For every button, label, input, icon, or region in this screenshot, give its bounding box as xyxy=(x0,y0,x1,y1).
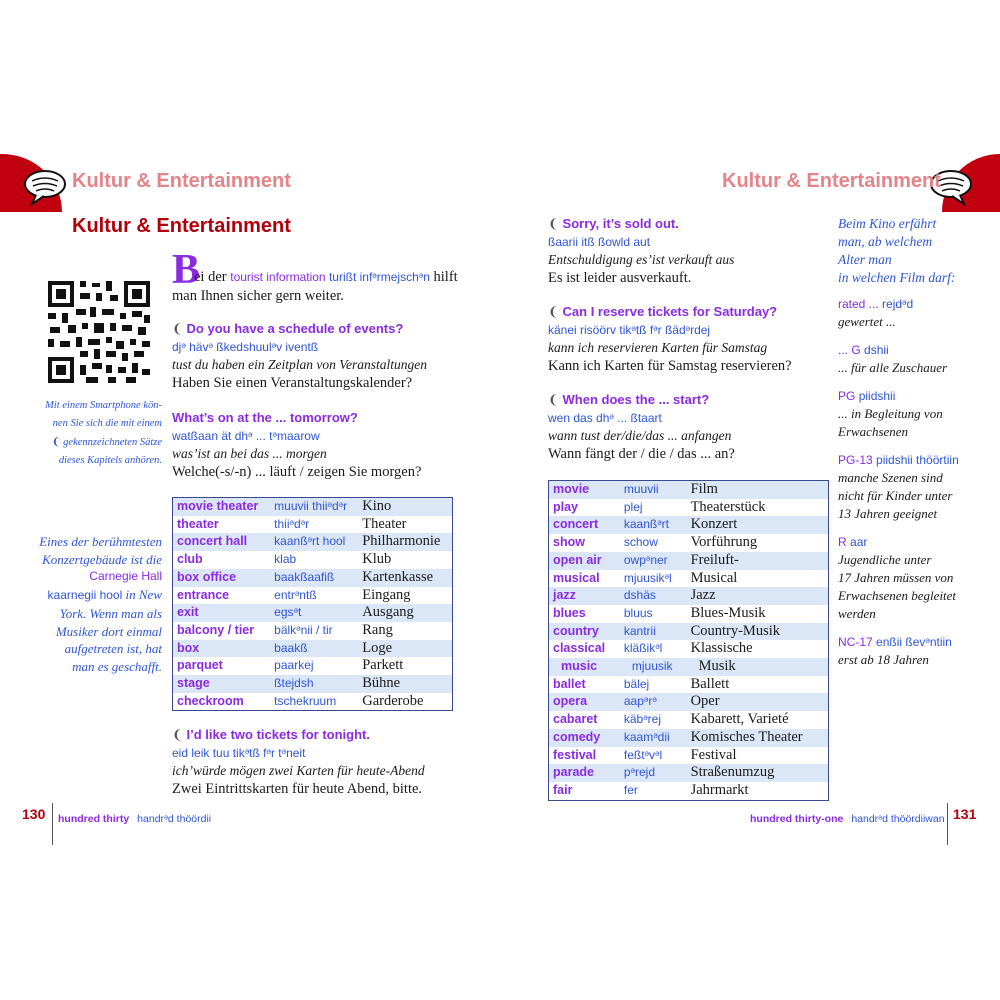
vocab-german: Straßenumzug xyxy=(687,764,829,782)
phrase-german: Kann ich Karten für Samstag reservieren? xyxy=(548,358,792,374)
intro-term: tourist information xyxy=(230,270,326,284)
phrase-pronunciation: eid leik tuu tikᵊtß fᵊr tᵊneit xyxy=(172,746,306,760)
rating-description: 17 Jahren müssen von xyxy=(838,570,954,585)
phrase-block xyxy=(548,391,735,463)
vocab-english: comedy xyxy=(549,729,620,747)
vocab-row xyxy=(549,481,829,499)
header-title: Kultur & Entertainment xyxy=(722,170,941,192)
vocab-english: balcony / tier xyxy=(173,622,271,640)
vocab-row xyxy=(549,658,829,676)
rating-pronunciation: rejdᵊd xyxy=(882,297,914,311)
vocab-pronunciation: mjuusikᵊl xyxy=(620,570,687,588)
vocab-row xyxy=(549,782,829,800)
vocab-row xyxy=(549,570,829,588)
vocab-pronunciation: fer xyxy=(620,782,687,800)
vocab-row xyxy=(549,747,829,765)
phrase-german: Wann fängt der / die / das ... an? xyxy=(548,446,735,462)
rating-description: Erwachsenen xyxy=(838,424,909,439)
phrase-english: What’s on at the ... tomorrow? xyxy=(172,410,358,425)
carnegie-note: Eines der berühmtesten Konzertgebäude ist die Carnegie Hall kaarnegii hool in New York. Wenn man als Musiker dort einmal aufgetreten ist, hat man es geschafft. xyxy=(4,533,162,676)
rating-pronunciation: piidshii thöörtiin xyxy=(876,453,959,467)
vocab-english: classical xyxy=(549,640,620,658)
vocab-row xyxy=(549,729,829,747)
film-rating-sidebar xyxy=(838,215,998,669)
vocab-pronunciation: mjuusik xyxy=(620,658,687,676)
vocab-row xyxy=(173,551,453,569)
audio-ear-icon: ❨ xyxy=(172,727,183,742)
phrase-pronunciation: watßaan ät dhᵊ ... tᵊmaarow xyxy=(172,429,320,443)
vocab-german: Musical xyxy=(687,570,829,588)
vocab-english: movie xyxy=(549,481,620,499)
rating-code xyxy=(838,341,998,359)
vocab-english: stage xyxy=(173,675,271,693)
vocab-pronunciation: bälej xyxy=(620,676,687,694)
phrase-english: Can I reserve tickets for Saturday? xyxy=(562,304,778,319)
phrase-literal: kann ich reservieren Karten für Samstag xyxy=(548,340,768,355)
vocab-pronunciation: bälkᵊnii / tir xyxy=(270,622,358,640)
rating-pronunciation: dshii xyxy=(864,343,889,357)
vocab-german: Country-Musik xyxy=(687,623,829,641)
vocab-row xyxy=(549,605,829,623)
rating-pronunciation: aar xyxy=(850,535,868,549)
drop-cap: B xyxy=(172,247,201,293)
vocab-english: checkroom xyxy=(173,693,271,711)
vocab-row xyxy=(549,499,829,517)
phrase-block xyxy=(172,726,425,798)
phrase-block xyxy=(548,215,734,287)
rating-description: erst ab 18 Jahren xyxy=(838,652,929,667)
vocab-pronunciation: tschekruum xyxy=(270,693,358,711)
vocab-german: Eingang xyxy=(358,587,452,605)
vocab-pronunciation: aapᵊrᵊ xyxy=(620,693,687,711)
vocab-table-right xyxy=(548,480,829,801)
phrase-pronunciation: känei risöörv tikᵊtß fᵊr ßädᵊrdej xyxy=(548,323,711,337)
vocab-english: concert hall xyxy=(173,533,271,551)
vocab-english: movie theater xyxy=(173,498,271,516)
rating-code-label: PG xyxy=(838,389,856,403)
rating-description: manche Szenen sind xyxy=(838,470,943,485)
phrase-block xyxy=(172,320,427,392)
vocab-english: box xyxy=(173,640,271,658)
vocab-pronunciation: paarkej xyxy=(270,657,358,675)
phrase-pronunciation: wen das dhᵊ ... ßtaart xyxy=(548,411,662,425)
vocab-row xyxy=(173,657,453,675)
rating-entry xyxy=(838,533,998,623)
phrase-literal: tust du haben ein Zeitplan von Veranstaltungen xyxy=(172,357,427,372)
vocab-english: entrance xyxy=(173,587,271,605)
vocab-german: Jazz xyxy=(687,587,829,605)
vocab-row xyxy=(549,552,829,570)
vocab-german: Bühne xyxy=(358,675,452,693)
phrase-german: Zwei Eintrittskarten für heute Abend, bitte. xyxy=(172,781,423,797)
audio-ear-icon: ❨ xyxy=(548,304,559,319)
rating-description: ... in Begleitung von xyxy=(838,406,943,421)
intro-line2: man Ihnen sicher gern weiter. xyxy=(172,288,344,304)
vocab-english: exit xyxy=(173,604,271,622)
rating-entry xyxy=(838,633,998,669)
phrase-literal: Entschuldigung es’ist verkauft aus xyxy=(548,252,735,267)
phrase-german: Welche(-s/-n) ... läuft / zeigen Sie morgen? xyxy=(172,464,422,480)
rating-description: Jugendliche unter xyxy=(838,552,932,567)
vocab-pronunciation: entrᵊntß xyxy=(270,587,358,605)
page-title: Kultur & Entertainment xyxy=(72,215,291,237)
rating-code-label: NC-17 xyxy=(838,635,873,649)
qr-code-icon xyxy=(46,279,152,385)
vocab-pronunciation: egsᵊt xyxy=(270,604,358,622)
vocab-german: Klassische xyxy=(687,640,829,658)
vocab-german: Freiluft- xyxy=(687,552,829,570)
footer-label: hundred thirty-one handrᵊd thöördiiwan xyxy=(750,813,945,825)
vocab-pronunciation: kaanßᵊrt xyxy=(620,516,687,534)
vocab-german: Konzert xyxy=(687,516,829,534)
vocab-row xyxy=(173,498,453,516)
vocab-german: Musik xyxy=(687,658,829,676)
vocab-german: Theaterstück xyxy=(687,499,829,517)
footer-divider xyxy=(52,803,53,845)
rating-entry xyxy=(838,387,998,441)
vocab-english: ballet xyxy=(549,676,620,694)
rating-intro: Beim Kino erfährt man, ab welchem Alter man in welchen Film darf: xyxy=(838,216,956,285)
vocab-pronunciation: owpᵊner xyxy=(620,552,687,570)
vocab-pronunciation: kaamᵊdii xyxy=(620,729,687,747)
phrase-english: Sorry, it’s sold out. xyxy=(562,216,679,231)
header-title: Kultur & Entertainment xyxy=(72,170,291,192)
vocab-pronunciation: kaanßᵊrt hool xyxy=(270,533,358,551)
vocab-row xyxy=(173,604,453,622)
vocab-english: music xyxy=(549,658,620,676)
vocab-german: Komisches Theater xyxy=(687,729,829,747)
vocab-row xyxy=(549,587,829,605)
qr-note-line: dieses Kapitels anhören. xyxy=(58,455,162,466)
phrase-block xyxy=(548,303,792,375)
rating-code xyxy=(838,451,998,469)
rating-code-label: rated ... xyxy=(838,297,879,311)
footer-label: hundred thirty handrᵊd thöördii xyxy=(58,813,212,825)
vocab-pronunciation: pᵊrejd xyxy=(620,764,687,782)
footer-divider xyxy=(947,803,948,845)
rating-code xyxy=(838,387,998,405)
audio-ear-icon: ❨ xyxy=(548,392,559,407)
vocab-german: Rang xyxy=(358,622,452,640)
rating-description: nicht für Kinder unter xyxy=(838,488,953,503)
vocab-english: open air xyxy=(549,552,620,570)
vocab-pronunciation: kantrii xyxy=(620,623,687,641)
vocab-row xyxy=(549,711,829,729)
vocab-english: show xyxy=(549,534,620,552)
vocab-row xyxy=(173,675,453,693)
rating-code-label: R xyxy=(838,535,847,549)
qr-note-line: nen Sie sich die mit einem xyxy=(52,418,162,429)
vocab-row xyxy=(549,640,829,658)
vocab-row xyxy=(173,622,453,640)
vocab-row xyxy=(173,693,453,711)
vocab-pronunciation: muuvii xyxy=(620,481,687,499)
vocab-pronunciation: schow xyxy=(620,534,687,552)
page-number: 130 xyxy=(22,806,46,822)
rating-description: 13 Jahren geeignet xyxy=(838,506,938,521)
vocab-table-left xyxy=(172,497,453,711)
vocab-german: Theater xyxy=(358,516,452,534)
vocab-row xyxy=(549,534,829,552)
phrase-pronunciation: djᵊ hävᵊ ßkedshuulᵊv iventß xyxy=(172,340,319,354)
vocab-german: Oper xyxy=(687,693,829,711)
vocab-english: parquet xyxy=(173,657,271,675)
vocab-row xyxy=(549,516,829,534)
vocab-row xyxy=(173,569,453,587)
vocab-german: Garderobe xyxy=(358,693,452,711)
vocab-german: Film xyxy=(687,481,829,499)
vocab-pronunciation: dshäs xyxy=(620,587,687,605)
phrase-english: Do you have a schedule of events? xyxy=(186,321,404,336)
vocab-row xyxy=(549,623,829,641)
rating-entry xyxy=(838,341,998,377)
phrase-literal: was’ist an bei das ... morgen xyxy=(172,446,327,461)
vocab-english: blues xyxy=(549,605,620,623)
vocab-german: Blues-Musik xyxy=(687,605,829,623)
vocab-german: Ausgang xyxy=(358,604,452,622)
phrase-block xyxy=(172,409,421,481)
vocab-pronunciation: klab xyxy=(270,551,358,569)
qr-note xyxy=(4,397,162,470)
vocab-pronunciation: feßtᵊvᵊl xyxy=(620,747,687,765)
rating-description: ... für alle Zuschauer xyxy=(838,360,948,375)
vocab-german: Philharmonie xyxy=(358,533,452,551)
intro-pron: turißt infᵊrmejschᵊn xyxy=(325,270,430,284)
vocab-english: opera xyxy=(549,693,620,711)
vocab-pronunciation: bluus xyxy=(620,605,687,623)
vocab-pronunciation: plej xyxy=(620,499,687,517)
vocab-german: Klub xyxy=(358,551,452,569)
vocab-english: musical xyxy=(549,570,620,588)
vocab-row xyxy=(549,693,829,711)
qr-note-line: ❨ gekennzeichneten Sätze xyxy=(51,436,162,448)
rating-code-label: PG-13 xyxy=(838,453,873,467)
phrase-literal: ich’würde mögen zwei Karten für heute-Abend xyxy=(172,763,425,778)
vocab-german: Kino xyxy=(358,498,452,516)
vocab-german: Vorführung xyxy=(687,534,829,552)
vocab-english: parade xyxy=(549,764,620,782)
vocab-german: Jahrmarkt xyxy=(687,782,829,800)
rating-pronunciation: enßii ßevᵊntiin xyxy=(876,635,952,649)
vocab-pronunciation: thiiᵊdᵊr xyxy=(270,516,358,534)
vocab-english: theater xyxy=(173,516,271,534)
vocab-german: Ballett xyxy=(687,676,829,694)
vocab-pronunciation: ßtejdsh xyxy=(270,675,358,693)
vocab-english: box office xyxy=(173,569,271,587)
vocab-row xyxy=(173,587,453,605)
rating-code-label: ... G xyxy=(838,343,861,357)
vocab-english: country xyxy=(549,623,620,641)
rating-entry xyxy=(838,295,998,331)
vocab-german: Festival xyxy=(687,747,829,765)
qr-note-line: Mit einem Smartphone kön- xyxy=(45,400,162,411)
page-number: 131 xyxy=(953,806,977,822)
vocab-row xyxy=(549,764,829,782)
vocab-pronunciation: kläßikᵊl xyxy=(620,640,687,658)
audio-ear-icon: ❨ xyxy=(51,436,61,448)
vocab-english: club xyxy=(173,551,271,569)
vocab-german: Kartenkasse xyxy=(358,569,452,587)
carnegie-term: Carnegie Hall xyxy=(89,569,162,584)
phrase-literal: wann tust der/die/das ... anfangen xyxy=(548,428,732,443)
rating-code xyxy=(838,633,998,651)
vocab-german: Loge xyxy=(358,640,452,658)
phrase-pronunciation: ßaarii itß ßowld aut xyxy=(548,235,651,249)
phrase-english: I’d like two tickets for tonight. xyxy=(186,727,370,742)
vocab-english: cabaret xyxy=(549,711,620,729)
vocab-english: play xyxy=(549,499,620,517)
vocab-english: jazz xyxy=(549,587,620,605)
vocab-row xyxy=(173,516,453,534)
phrase-german: Es ist leider ausverkauft. xyxy=(548,270,692,286)
vocab-row xyxy=(549,676,829,694)
audio-ear-icon: ❨ xyxy=(172,321,183,336)
phrase-english: When does the ... start? xyxy=(562,392,710,407)
rating-description: gewertet ... xyxy=(838,314,896,329)
vocab-german: Kabarett, Varieté xyxy=(687,711,829,729)
rating-pronunciation: piidshii xyxy=(858,389,896,403)
vocab-row xyxy=(173,640,453,658)
rating-description: werden xyxy=(838,606,876,621)
vocab-english: festival xyxy=(549,747,620,765)
audio-ear-icon: ❨ xyxy=(548,216,559,231)
rating-description: Erwachsenen begleitet xyxy=(838,588,957,603)
vocab-pronunciation: käbᵊrej xyxy=(620,711,687,729)
vocab-pronunciation: baakßaafiß xyxy=(270,569,358,587)
vocab-english: concert xyxy=(549,516,620,534)
vocab-row xyxy=(173,533,453,551)
rating-entry xyxy=(838,451,998,523)
vocab-german: Parkett xyxy=(358,657,452,675)
rating-code xyxy=(838,533,998,551)
vocab-pronunciation: baakß xyxy=(270,640,358,658)
vocab-pronunciation: muuvii thiiᵊdᵊr xyxy=(270,498,358,516)
vocab-english: fair xyxy=(549,782,620,800)
rating-code xyxy=(838,295,998,313)
speech-bubble-icon xyxy=(22,166,68,206)
phrase-german: Haben Sie einen Veranstaltungskalender? xyxy=(172,375,413,391)
